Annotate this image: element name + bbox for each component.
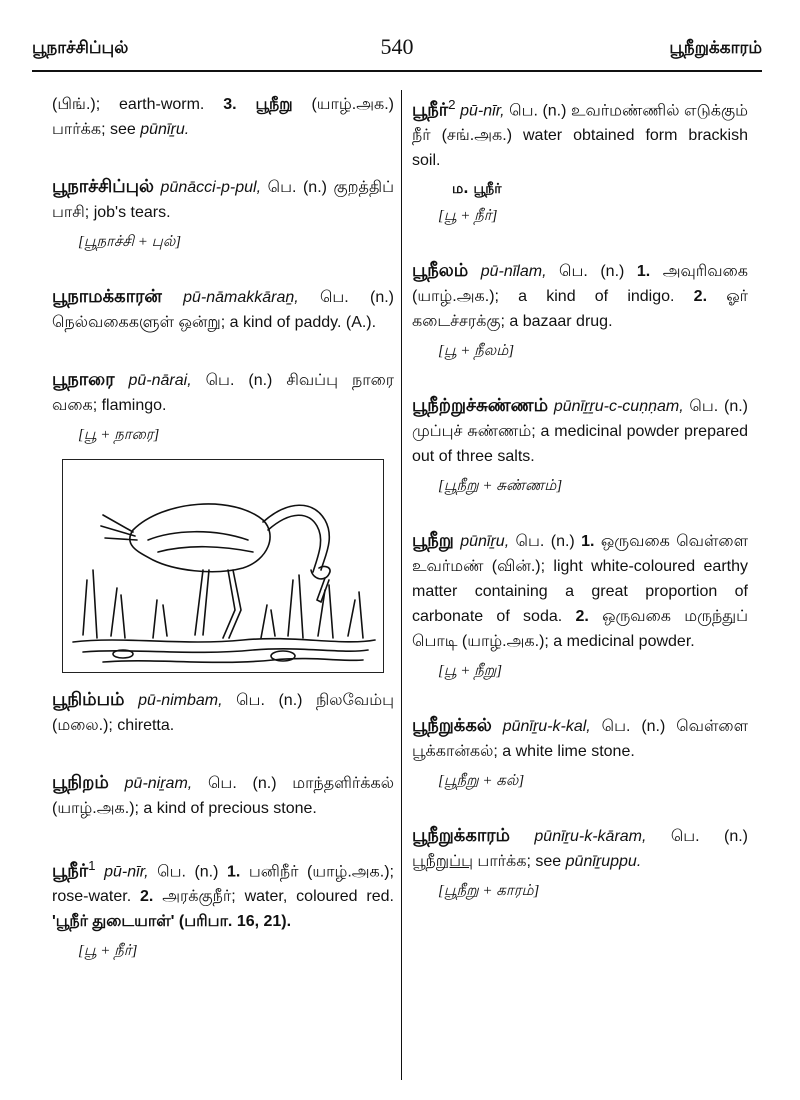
transliteration: pūnīṟu-k-kal, [502,718,591,736]
etymology: [பூநாச்சி + புல்] [78,234,182,250]
entry-pooneerukkaram: பூநீறுக்காரம் pūnīṟu-k-kāram, பெ. (n.) பூநீறுப்பு பார்க்க; see pūnīṟuppu. [412,825,748,871]
running-header [32,34,762,68]
definition: பெ. (n.) மாந்தளிர்க்கல் (யாழ்.அக.); a kind of precious stone. [52,775,395,817]
transliteration: pūnīṟu-k-kāram, [534,828,647,846]
entry-poonarai [52,367,394,418]
etymology: [பூ + நீறு] [438,663,503,680]
definition: பெ. (n.) சிவப்பு நாரை வகை; flamingo. [52,372,394,414]
entry-pooneer-2 [412,92,748,173]
headword: பூநீறுக்காரம் [412,825,511,846]
entry-pooneelam: பூநீலம் pū-nīlam, பெ. (n.) 1. அவுரிவகை (யாழ்.அக.); a kind of indigo. 2. ஓர் கடைச்சரக்கு; a bazaar drug. [412,260,748,331]
cognate: ம. பூநீர் [452,181,502,198]
left-column [52,92,394,961]
transliteration: pū-nārai, [128,372,192,389]
headword: பூநீறுக்கல் [412,715,492,736]
headword: பூநிறம் [52,772,109,792]
headword: பூநாரை [52,369,115,389]
etymology: [பூ + நாரை] [78,427,160,443]
transliteration: pū-nīlam, [480,263,547,281]
transliteration: pū-nīr, [460,102,505,120]
right-column [412,92,748,901]
page-number: 540 [380,34,414,59]
headword: பூநீறு [412,530,454,551]
transliteration: pū-nīr, [104,863,149,881]
transliteration: pū-nāmakkāraṉ, [183,289,299,306]
etymology: [பூ + நீர்] [78,943,138,960]
transliteration: pūnācci-p-pul, [160,179,262,196]
header-first-word: பூநாச்சிப்புல் [32,38,129,58]
entry-pooneerukkal [412,713,748,764]
definition: பெ. (n.) நெல்வகைகளுள் ஒன்று; a kind of paddy. (A.). [52,289,394,331]
entry-pooneeru: பூநீறு pūnīṟu, பெ. (n.) 1. ஒருவகை வெள்ளை உவர்மண் (வின்.); light white-coloured earthy matter containing a great proportion of carbonate of soda. 2. ஒருவகை மருந்துப் பொடி (யாழ்.அக.); a medicinal powder. [412,530,749,651]
cross-reference-transliteration: pūnīṟuppu. [565,853,642,871]
etymology: [பூநீறு + சுண்ணம்] [438,478,563,495]
homonym-number: 1 [88,858,96,873]
cross-reference: பூநீறுப்பு [412,853,473,871]
flamingo-illustration [62,459,384,673]
flamingo-drawing [63,460,383,672]
entry-poonamakkaran [52,284,394,335]
headword: பூநீர் [412,99,449,120]
homonym-number: 2 [448,97,456,112]
etymology: [பூ + நீலம்] [438,343,515,360]
etymology: [பூ + நீர்] [438,208,498,225]
header-rule [32,70,762,72]
transliteration: pū-niṟam, [124,775,193,792]
continued-entry: (பிங்.); earth-worm. 3. பூநீறு (யாழ்.அக.) பார்க்க; see pūnīṟu. [52,96,394,138]
headword: பூநாமக்காரன் [52,286,162,306]
entry-pooneerruchunnam [412,393,748,469]
header-last-word: பூநீறுக்காரம் [669,38,762,58]
entry-pooneer-1: பூநீர்$^1$ pū-nīr, பெ. (n.) 1. பனிநீர் (யாழ்.அக.); rose-water. 2. அரக்குநீர்; water, coloured red. 'பூநீர் துடையாள்' (பரிபா. 16, 21). [52,858,394,931]
definition: பெ. (n.) முப்புச் சுண்ணம்; a medicinal powder prepared out of three salts. [412,398,748,466]
definition: பெ. (n.) உவர்மண்ணில் எடுக்கும் நீர் (சங்.அக.) water obtained form brackish soil. [412,102,748,170]
transliteration: pūnīṟṟu-c-cuṇṇam, [553,398,684,416]
transliteration: pūnīṟu, [460,533,510,551]
headword: பூநீர் [52,860,89,881]
entry-pooniram [52,770,394,821]
definition: பெ. (n.) குறத்திப் பாசி; job's tears. [52,179,394,221]
citation-quote: 'பூநீர் துடையாள்' [52,913,175,931]
definition: பெ. (n.) வெள்ளை பூக்கான்கல்; a white lime stone. [412,718,748,761]
headword: பூநீலம் [412,260,469,281]
headword: பூநாச்சிப்புல் [52,176,154,196]
etymology: [பூநீறு + காரம்] [438,883,540,900]
entry-poonacchippul [52,174,394,225]
citation-source: (பரிபா. 16, 21). [174,913,292,931]
definition: பெ. (n.) நிலவேம்பு (மலை.); chiretta. [52,692,394,734]
entry-poonimbam [52,687,394,738]
transliteration: pū-nimbam, [138,692,223,709]
headword: பூநீற்றுச்சுண்ணம் [412,395,549,416]
headword: பூநிம்பம் [52,689,125,709]
etymology: [பூநீறு + கல்] [438,773,525,790]
column-divider [401,90,402,1080]
